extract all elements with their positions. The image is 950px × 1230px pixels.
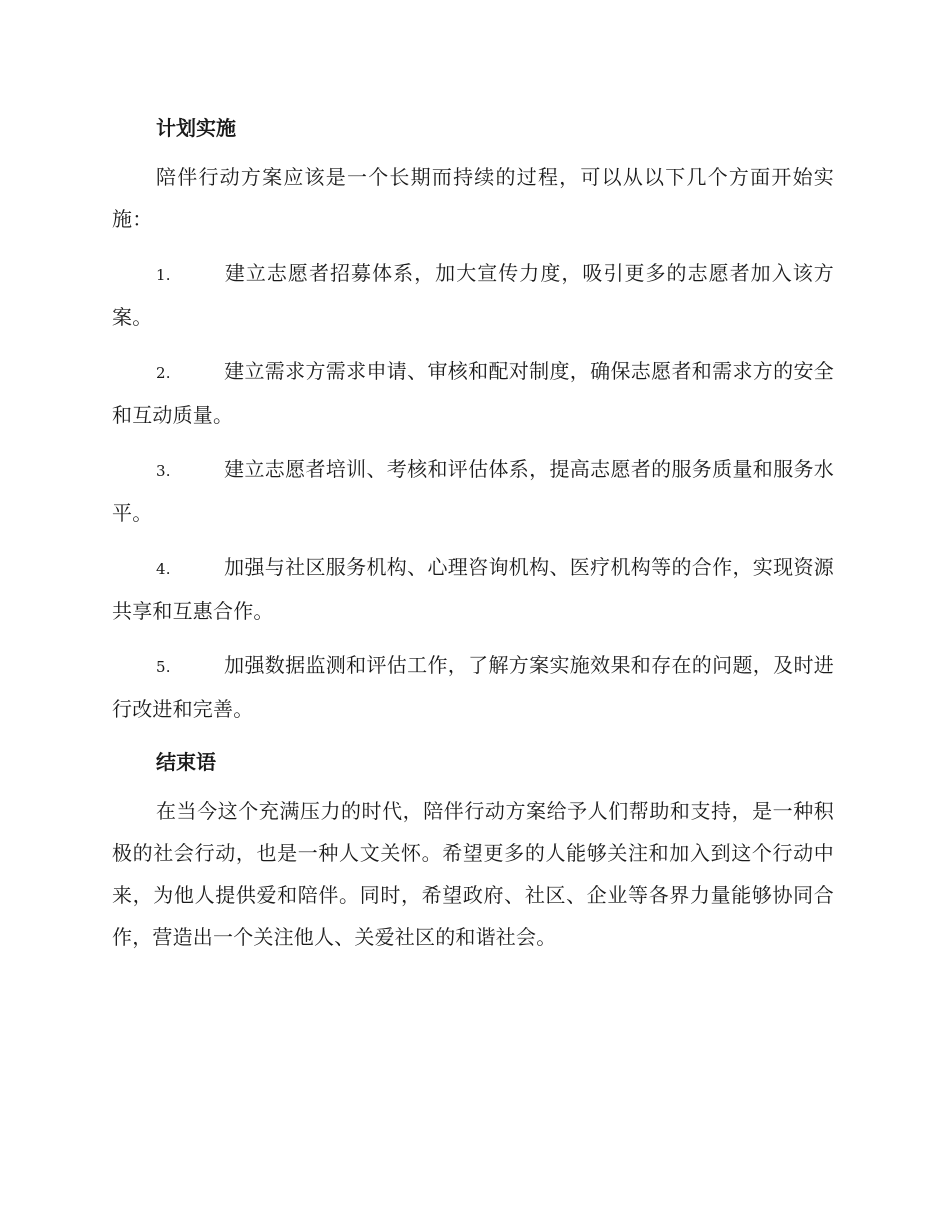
section-heading-implementation: 计划实施 [156, 116, 236, 140]
implementation-list [112, 252, 834, 730]
list-item-text: 建立需求方需求申请、审核和配对制度，确保志愿者和需求方的安全和互动质量。 [112, 359, 834, 427]
list-item-text: 建立志愿者培训、考核和评估体系，提高志愿者的服务质量和服务水平。 [112, 457, 834, 525]
conclusion-body: 在当今这个充满压力的时代，陪伴行动方案给予人们帮助和支持，是一种积极的社会行动，也是一种人文关怀。希望更多的人能够关注和加入到这个行动中来，为他人提供爱和陪伴。同时，希望政府、社区、企业等各界力量能够协同合作，营造出一个关注他人、关爱社区的和谐社会。 [112, 799, 834, 949]
list-item [112, 252, 834, 338]
list-item-number: 4. [156, 560, 171, 578]
list-item-number: 2. [156, 364, 171, 382]
document-page [112, 108, 834, 970]
list-item [112, 350, 834, 436]
list-item-number: 5. [156, 658, 171, 676]
list-item-text: 加强数据监测和评估工作，了解方案实施效果和存在的问题，及时进行改进和完善。 [112, 653, 834, 721]
implementation-intro: 陪伴行动方案应该是一个长期而持续的过程，可以从以下几个方面开始实施： [112, 165, 834, 231]
list-item-text: 建立志愿者招募体系，加大宣传力度，吸引更多的志愿者加入该方案。 [112, 261, 834, 329]
list-item [112, 546, 834, 632]
section-heading-conclusion: 结束语 [156, 750, 216, 774]
list-item-number: 1. [156, 266, 171, 284]
list-item-text: 加强与社区服务机构、心理咨询机构、医疗机构等的合作，实现资源共享和互惠合作。 [112, 555, 834, 623]
list-item-number: 3. [156, 462, 171, 480]
list-item [112, 644, 834, 730]
list-item [112, 448, 834, 534]
